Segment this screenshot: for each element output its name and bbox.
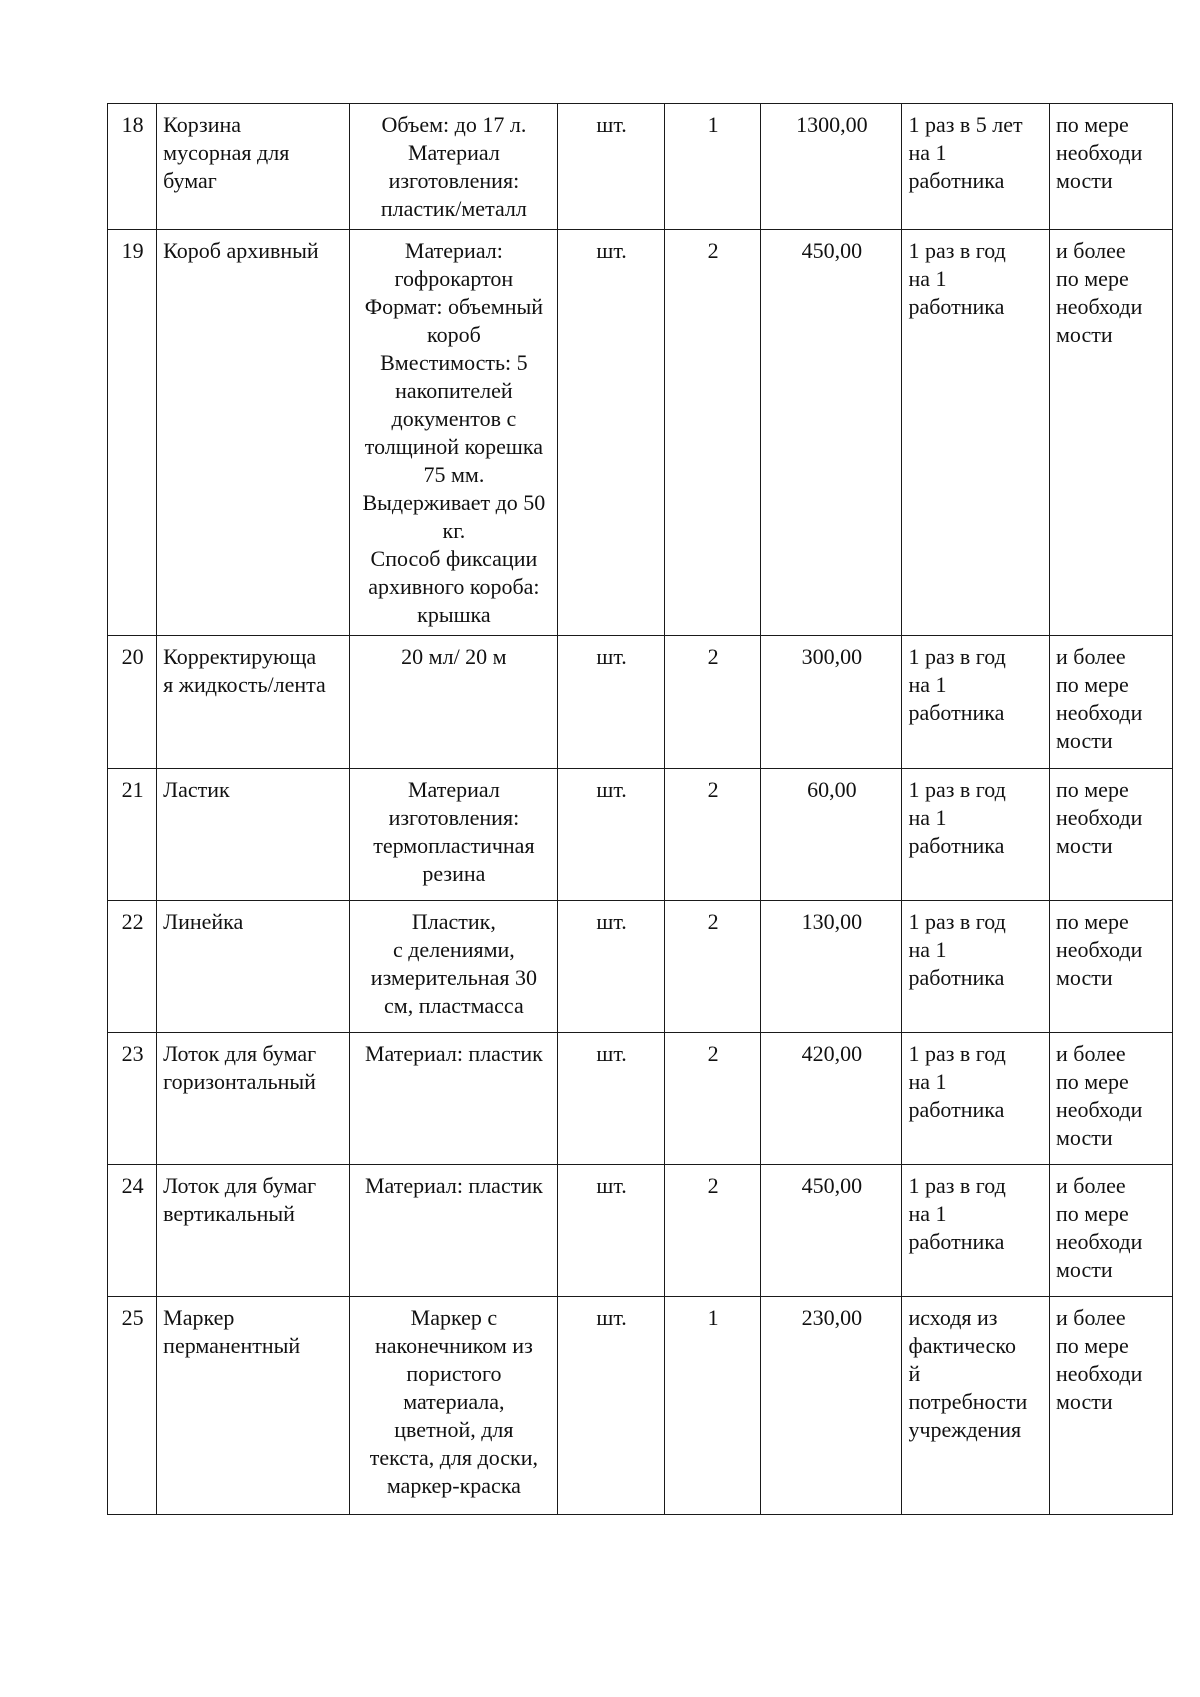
row-number: 19 bbox=[108, 230, 157, 636]
item-period: 1 раз в год на 1 работника bbox=[902, 230, 1050, 636]
item-price: 450,00 bbox=[761, 230, 902, 636]
table-body bbox=[108, 104, 1173, 1515]
item-note: и более по мере необходи мости bbox=[1049, 1033, 1172, 1165]
table-row bbox=[108, 1033, 1173, 1165]
item-period: исходя из фактическо й потребности учреждения bbox=[902, 1297, 1050, 1515]
item-name: Лоток для бумаг вертикальный bbox=[157, 1165, 349, 1297]
item-unit: шт. bbox=[558, 769, 665, 901]
item-name: Короб архивный bbox=[157, 230, 349, 636]
item-description: Материал: пластик bbox=[349, 1033, 558, 1165]
row-number: 22 bbox=[108, 901, 157, 1033]
item-price: 130,00 bbox=[761, 901, 902, 1033]
item-note: по мере необходи мости bbox=[1049, 104, 1172, 230]
item-name: Линейка bbox=[157, 901, 349, 1033]
item-description: Объем: до 17 л. Материал изготовления: пластик/металл bbox=[349, 104, 558, 230]
item-note: и более по мере необходи мости bbox=[1049, 1297, 1172, 1515]
item-quantity: 2 bbox=[665, 769, 761, 901]
item-price: 60,00 bbox=[761, 769, 902, 901]
item-quantity: 2 bbox=[665, 230, 761, 636]
item-quantity: 1 bbox=[665, 104, 761, 230]
row-number: 23 bbox=[108, 1033, 157, 1165]
item-quantity: 2 bbox=[665, 1165, 761, 1297]
item-note: по мере необходи мости bbox=[1049, 901, 1172, 1033]
item-quantity: 2 bbox=[665, 636, 761, 769]
item-name: Лоток для бумаг горизонтальный bbox=[157, 1033, 349, 1165]
row-number: 20 bbox=[108, 636, 157, 769]
item-unit: шт. bbox=[558, 104, 665, 230]
item-description: Маркер с наконечником из пористого материала, цветной, для текста, для доски, маркер-краска bbox=[349, 1297, 558, 1515]
supplies-norms-table bbox=[107, 103, 1173, 1515]
row-number: 18 bbox=[108, 104, 157, 230]
item-period: 1 раз в 5 лет на 1 работника bbox=[902, 104, 1050, 230]
item-period: 1 раз в год на 1 работника bbox=[902, 636, 1050, 769]
item-name: Корректирующа я жидкость/лента bbox=[157, 636, 349, 769]
item-name: Ластик bbox=[157, 769, 349, 901]
table-row bbox=[108, 636, 1173, 769]
table-row bbox=[108, 104, 1173, 230]
item-unit: шт. bbox=[558, 901, 665, 1033]
item-quantity: 1 bbox=[665, 1297, 761, 1515]
item-price: 1300,00 bbox=[761, 104, 902, 230]
item-period: 1 раз в год на 1 работника bbox=[902, 769, 1050, 901]
item-unit: шт. bbox=[558, 1033, 665, 1165]
item-note: и более по мере необходи мости bbox=[1049, 230, 1172, 636]
item-price: 450,00 bbox=[761, 1165, 902, 1297]
table-row bbox=[108, 230, 1173, 636]
item-description: Пластик, с делениями, измерительная 30 см, пластмасса bbox=[349, 901, 558, 1033]
item-period: 1 раз в год на 1 работника bbox=[902, 901, 1050, 1033]
item-price: 300,00 bbox=[761, 636, 902, 769]
item-description: Материал: гофрокартон Формат: объемный короб Вместимость: 5 накопителей документов с толщиной корешка 75 мм. Выдерживает до 50 кг. Способ фиксации архивного короба: крышка bbox=[349, 230, 558, 636]
item-unit: шт. bbox=[558, 230, 665, 636]
item-quantity: 2 bbox=[665, 901, 761, 1033]
item-name: Маркер перманентный bbox=[157, 1297, 349, 1515]
item-description: Материал: пластик bbox=[349, 1165, 558, 1297]
table-row bbox=[108, 901, 1173, 1033]
item-note: и более по мере необходи мости bbox=[1049, 1165, 1172, 1297]
item-period: 1 раз в год на 1 работника bbox=[902, 1033, 1050, 1165]
table-row bbox=[108, 1297, 1173, 1515]
item-period: 1 раз в год на 1 работника bbox=[902, 1165, 1050, 1297]
item-price: 230,00 bbox=[761, 1297, 902, 1515]
item-quantity: 2 bbox=[665, 1033, 761, 1165]
table-row bbox=[108, 1165, 1173, 1297]
item-description: 20 мл/ 20 м bbox=[349, 636, 558, 769]
item-unit: шт. bbox=[558, 636, 665, 769]
item-note: по мере необходи мости bbox=[1049, 769, 1172, 901]
item-unit: шт. bbox=[558, 1165, 665, 1297]
row-number: 24 bbox=[108, 1165, 157, 1297]
item-name: Корзина мусорная для бумаг bbox=[157, 104, 349, 230]
row-number: 21 bbox=[108, 769, 157, 901]
item-unit: шт. bbox=[558, 1297, 665, 1515]
item-price: 420,00 bbox=[761, 1033, 902, 1165]
item-note: и более по мере необходи мости bbox=[1049, 636, 1172, 769]
row-number: 25 bbox=[108, 1297, 157, 1515]
item-description: Материал изготовления: термопластичная резина bbox=[349, 769, 558, 901]
table-row bbox=[108, 769, 1173, 901]
